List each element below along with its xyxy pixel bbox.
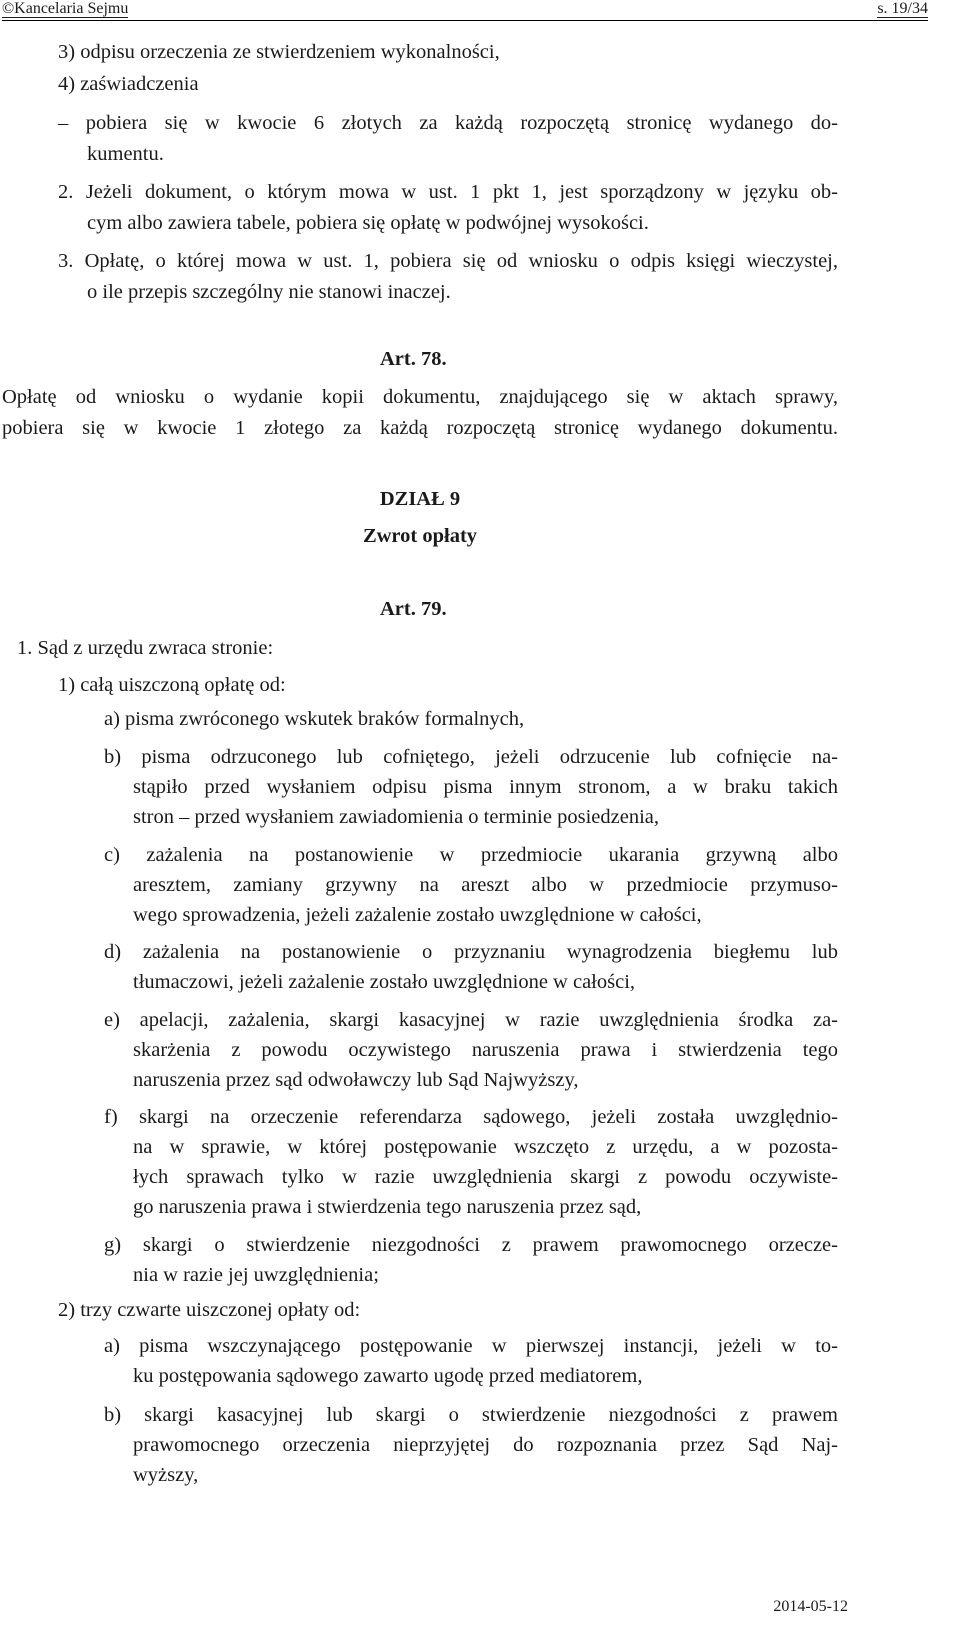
text-line: kumentu. — [87, 143, 164, 165]
header-page-number — [877, 0, 928, 18]
footer-date: 2014-05-12 — [773, 1598, 848, 1615]
text-line: nia w razie jej uwzględnienia; — [133, 1264, 379, 1286]
page-number-link[interactable]: s. 19/34 — [877, 0, 928, 17]
list-item: f) skargi na orzeczenie referendarza sądowego, jeżeli została uwzględnio- — [104, 1106, 838, 1128]
page-header — [2, 0, 928, 21]
list-item: a) pisma zwróconego wskutek braków formalnych, — [104, 708, 525, 730]
text-line: 3. Opłatę, o której mowa w ust. 1, pobiera się od wniosku o odpis księgi wieczystej, — [58, 250, 838, 272]
text-line: 2) trzy czwarte uiszczonej opłaty od: — [58, 1299, 361, 1321]
header-copyright — [2, 0, 128, 18]
text-line: naruszenia przez sąd odwoławczy lub Sąd Najwyższy, — [133, 1069, 579, 1091]
text-line: o ile przepis szczególny nie stanowi inaczej. — [87, 281, 451, 303]
text-line: pobiera się w kwocie 1 złotego za każdą rozpoczętą stronicę wydanego dokumentu. — [2, 417, 838, 439]
text-line: 4) zaświadczenia — [58, 73, 199, 95]
text-line: wego sprowadzenia, jeżeli zażalenie zostało uwzględnione w całości, — [133, 904, 702, 926]
text-line: stron – przed wysłaniem zawiadomienia o terminie posiedzenia, — [133, 806, 659, 828]
article-78-heading: Art. 78. — [380, 348, 447, 370]
section-title: Zwrot opłaty — [362, 525, 478, 547]
text-line: 2. Jeżeli dokument, o którym mowa w ust. 1 pkt 1, jest sporządzony w języku ob- — [58, 181, 838, 203]
text-line: tłumaczowi, jeżeli zażalenie zostało uwzględnione w całości, — [133, 971, 636, 993]
list-item: b) skargi kasacyjnej lub skargi o stwierdzenie niezgodności z prawem — [104, 1404, 838, 1426]
text-line: – pobiera się w kwocie 6 złotych za każdą rozpoczętą stronicę wydanego do- — [58, 112, 838, 134]
text-line: prawomocnego orzeczenia nieprzyjętej do rozpoznania przez Sąd Naj- — [133, 1434, 838, 1456]
text-line: aresztem, zamiany grzywny na areszt albo w przedmiocie przymuso- — [133, 874, 838, 896]
text-line: 1. Sąd z urzędu zwraca stronie: — [17, 637, 274, 659]
list-item: d) zażalenia na postanowienie o przyznaniu wynagrodzenia biegłemu lub — [104, 941, 838, 963]
text-line: skarżenia z powodu oczywistego naruszenia prawa i stwierdzenia tego — [133, 1039, 838, 1061]
text-line: łych sprawach tylko w razie uwzględnienia skargi z powodu oczywiste- — [133, 1166, 838, 1188]
text-line: ku postępowania sądowego zawarto ugodę przed mediatorem, — [133, 1365, 643, 1387]
text-line: stąpiło przed wysłaniem odpisu pisma innym stronom, a w braku takich — [133, 776, 838, 798]
kancelaria-link[interactable]: ©Kancelaria Sejmu — [2, 0, 129, 17]
text-line: na w sprawie, w której postępowanie wszczęto z urzędu, a w pozosta- — [133, 1136, 838, 1158]
text-line: go naruszenia prawa i stwierdzenia tego naruszenia przez sąd, — [133, 1196, 642, 1218]
list-item: b) pisma odrzuconego lub cofniętego, jeżeli odrzucenie lub cofnięcie na- — [104, 746, 838, 768]
list-item: c) zażalenia na postanowienie w przedmiocie ukarania grzywną albo — [104, 844, 838, 866]
article-79-heading: Art. 79. — [380, 598, 447, 620]
text-line: 3) odpisu orzeczenia ze stwierdzeniem wykonalności, — [58, 41, 500, 63]
list-item: a) pisma wszczynającego postępowanie w pierwszej instancji, jeżeli w to- — [104, 1335, 838, 1357]
text-line: wyższy, — [133, 1464, 199, 1486]
section-heading: DZIAŁ 9 — [379, 488, 461, 510]
text-line: cym albo zawiera tabele, pobiera się opłatę w podwójnej wysokości. — [87, 212, 649, 234]
list-item: e) apelacji, zażalenia, skargi kasacyjnej w razie uwzględnienia środka za- — [104, 1009, 838, 1031]
text-line: 1) całą uiszczoną opłatę od: — [58, 674, 286, 696]
list-item: g) skargi o stwierdzenie niezgodności z prawem prawomocnego orzecze- — [104, 1234, 838, 1256]
text-line: Opłatę od wniosku o wydanie kopii dokumentu, znajdującego się w aktach sprawy, — [2, 386, 838, 408]
